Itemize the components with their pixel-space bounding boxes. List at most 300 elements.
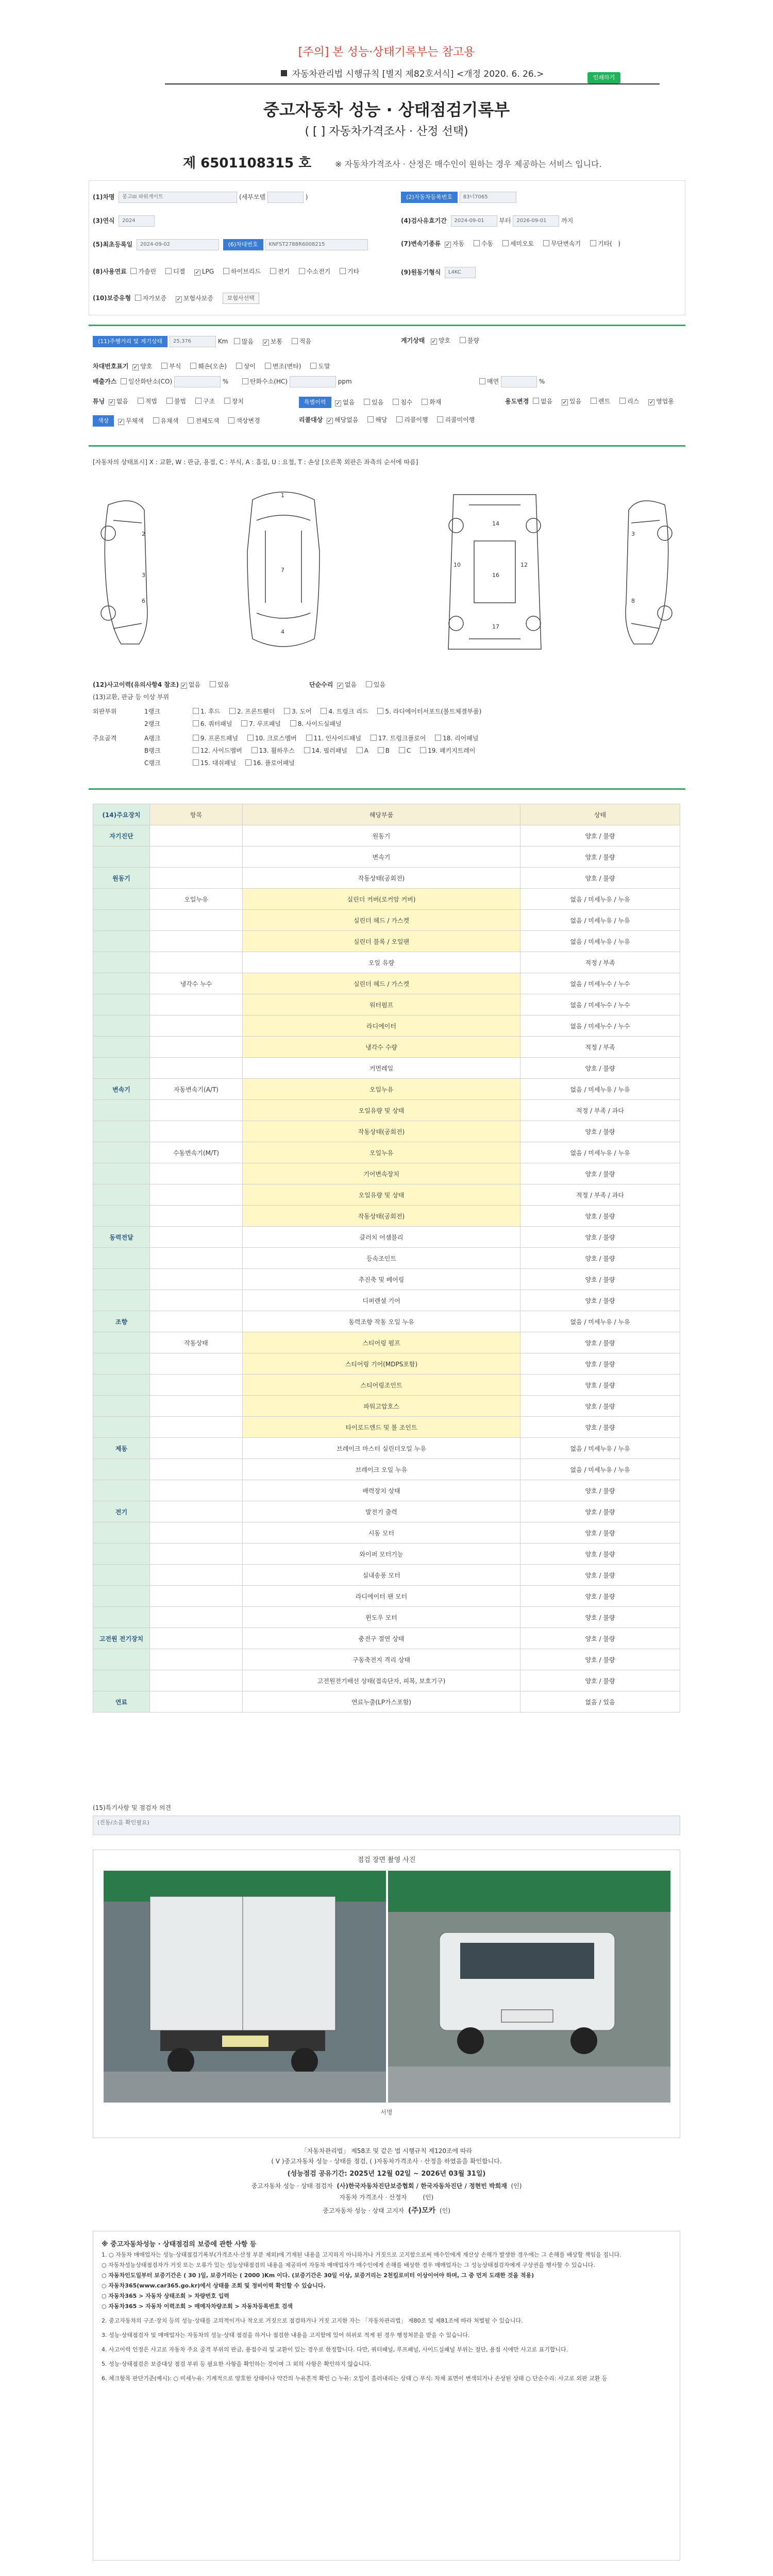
guarantee-guide xyxy=(93,2231,680,2561)
row-state[interactable]: 없음 / 미세누유 / 누유 xyxy=(520,1142,680,1163)
row-subitem xyxy=(150,1121,243,1142)
table-row xyxy=(93,1691,680,1713)
main-frame-label: 주요골격 xyxy=(93,735,117,742)
table-row xyxy=(93,1417,680,1438)
row-part: 구동축전지 격리 상태 xyxy=(243,1649,520,1670)
row-state[interactable]: 양호 / 불량 xyxy=(520,1163,680,1184)
panel-num: 8 xyxy=(631,598,635,604)
fuel-hybrid-checkbox[interactable] xyxy=(223,268,229,274)
table-row xyxy=(93,1480,680,1501)
fuel-lpg-checkbox[interactable] xyxy=(194,269,200,276)
usage-none-checkbox[interactable] xyxy=(533,398,539,404)
table-row xyxy=(93,1121,680,1142)
odometer-label: (11)주행거리 및 계기상태 xyxy=(93,336,167,347)
row-subitem xyxy=(150,1459,243,1480)
panel-num: 16 xyxy=(492,572,499,579)
page-subtitle: ( [ ] 자동차가격조사 · 산정 선택) xyxy=(305,125,468,138)
usage-lease-checkbox[interactable] xyxy=(619,398,626,404)
row-part: 배력장치 상태 xyxy=(243,1480,520,1501)
row-category: 원동기 xyxy=(93,868,150,889)
row-state[interactable]: 적정 / 부족 / 과다 xyxy=(520,1184,680,1206)
front-photo xyxy=(388,1871,670,2103)
trans-auto-checkbox[interactable] xyxy=(445,242,451,248)
row-subitem xyxy=(150,1649,243,1670)
section-divider xyxy=(89,445,685,447)
row-subitem xyxy=(150,1607,243,1628)
car-name-row: (1)차명 봉고III 파워게이트 (세부모델 ) xyxy=(93,192,308,203)
row-category xyxy=(93,1184,150,1206)
odometer-low-checkbox[interactable] xyxy=(292,338,298,344)
row-subitem: 수동변속기(M/T) xyxy=(150,1142,243,1163)
row-part: 작동상태(공회전) xyxy=(243,868,520,889)
trans-manual-checkbox[interactable] xyxy=(474,240,480,246)
co-field[interactable] xyxy=(174,376,221,387)
row-state[interactable]: 양호 / 불량 xyxy=(520,1544,680,1565)
trunk-floor-checkbox[interactable] xyxy=(371,735,377,741)
row-category xyxy=(93,1544,150,1565)
row-part: 충전구 절연 상태 xyxy=(243,1628,520,1649)
smoke-checkbox[interactable] xyxy=(479,378,485,384)
row-state[interactable]: 없음 / 미세누유 / 누유 xyxy=(520,1079,680,1100)
row-subitem xyxy=(150,1269,243,1290)
tuning-device-checkbox[interactable] xyxy=(224,398,230,404)
row-state[interactable]: 양호 / 불량 xyxy=(520,1332,680,1353)
special-history-label: 특별이력 xyxy=(299,397,331,408)
color-full-paint-checkbox[interactable] xyxy=(188,417,194,423)
table-row xyxy=(93,1058,680,1079)
detail-model-field[interactable] xyxy=(267,192,304,203)
row-subitem xyxy=(150,952,243,973)
tuning-none-checkbox[interactable] xyxy=(109,399,115,405)
table-row xyxy=(93,1438,680,1459)
vin-label: (6)차대번호 xyxy=(223,239,263,250)
header-part: 해당부품 xyxy=(243,804,520,825)
row-subitem xyxy=(150,1227,243,1248)
row-state[interactable]: 없음 / 미세누유 / 누유 xyxy=(520,1311,680,1332)
period-to-field[interactable]: 2026-09-01 xyxy=(513,215,559,227)
rear-panel-checkbox[interactable] xyxy=(435,735,441,741)
odometer-high-checkbox[interactable] xyxy=(234,338,240,344)
row-state[interactable]: 양호 / 불량 xyxy=(520,1501,680,1522)
row-part: 추진축 및 베어링 xyxy=(243,1269,520,1290)
row-state[interactable]: 양호 / 불량 xyxy=(520,1121,680,1142)
car-name-field[interactable]: 봉고III 파워게이트 xyxy=(119,192,237,203)
color-row: 색상 ✓ 무채색 유채색 전체도색 색상변경 xyxy=(93,415,260,427)
panel-num: 7 xyxy=(281,567,284,573)
co-checkbox[interactable] xyxy=(121,378,127,384)
row-state[interactable]: 없음 / 미세누수 / 누수 xyxy=(520,973,680,994)
inside-panel-checkbox[interactable] xyxy=(306,735,312,741)
emission-row: 배출가스 일산화탄소(CO) % 탄화수소(HC) ppm xyxy=(93,376,352,387)
trans-cvt-checkbox[interactable] xyxy=(543,240,549,246)
table-row xyxy=(93,1037,680,1058)
table-row xyxy=(93,952,680,973)
tuning-structure-checkbox[interactable] xyxy=(195,398,201,404)
vin-altered-checkbox[interactable] xyxy=(265,363,271,369)
main-rankA-row: A랭크 9. 프론트패널 10. 크로스멤버 11. 인사이드패널 17. 트렁크플로어 18. 리어패널 xyxy=(144,735,479,742)
row-category xyxy=(93,1269,150,1290)
table-row xyxy=(93,973,680,994)
row-category xyxy=(93,1353,150,1375)
row-state[interactable]: 없음 / 미세누유 / 누유 xyxy=(520,1438,680,1459)
fuel-other-checkbox[interactable] xyxy=(340,268,346,274)
row-state[interactable]: 없음 / 미세누유 / 누유 xyxy=(520,1459,680,1480)
row-subitem xyxy=(150,1586,243,1607)
row-subitem xyxy=(150,1670,243,1691)
table-row xyxy=(93,1628,680,1649)
vin-good-checkbox[interactable] xyxy=(132,364,139,370)
pillar-a-checkbox[interactable] xyxy=(357,747,363,753)
row-subitem xyxy=(150,1396,243,1417)
row-subitem xyxy=(150,1015,243,1037)
row-state[interactable]: 양호 / 불량 xyxy=(520,1058,680,1079)
row-state[interactable]: 양호 / 불량 xyxy=(520,1206,680,1227)
row-category xyxy=(93,1670,150,1691)
share-period: (성능점검 공유기간: 2025년 12월 02일 ~ 2026년 03월 31일) xyxy=(287,2170,486,2178)
table-row xyxy=(93,825,680,846)
color-chromatic-checkbox[interactable] xyxy=(153,417,159,423)
photos-title: 점검 장면 촬영 사진 xyxy=(357,1856,416,1864)
row-state[interactable]: 양호 / 불량 xyxy=(520,825,680,846)
side-member-checkbox[interactable] xyxy=(193,747,199,753)
row-subitem xyxy=(150,1058,243,1079)
rear-photo xyxy=(104,1871,386,2103)
vin-field[interactable]: KNFST2788R6008215 xyxy=(265,239,368,250)
first-reg-row: (5)최초등록일 2024-09-02 (6)차대번호 KNFST2788R6008215 xyxy=(93,239,368,250)
panel-num: 10 xyxy=(453,562,461,568)
panel-num: 12 xyxy=(520,562,528,568)
panel-num: 3 xyxy=(631,531,635,537)
row-part: 변속기 xyxy=(243,846,520,868)
row-state[interactable]: 적정 / 부족 xyxy=(520,952,680,973)
vin-damage-checkbox[interactable] xyxy=(190,363,196,369)
fuel-gasoline-checkbox[interactable] xyxy=(130,268,137,274)
table-row xyxy=(93,1142,680,1163)
row-part: 동력조향 작동 오일 누유 xyxy=(243,1311,520,1332)
table-row xyxy=(93,1375,680,1396)
vin-corrosion-checkbox[interactable] xyxy=(161,363,167,369)
floor-panel-checkbox[interactable] xyxy=(245,759,251,766)
row-subitem xyxy=(150,910,243,931)
row-subitem xyxy=(150,1565,243,1586)
row-subitem xyxy=(150,1480,243,1501)
signature-label: 서명 xyxy=(380,2109,393,2116)
row-part: 디퍼렌셜 기어 xyxy=(243,1290,520,1311)
odometer-field[interactable]: 25,376 xyxy=(170,336,216,347)
row-category xyxy=(93,1586,150,1607)
guide-p2: ○ 자동차성능상태점검자가 거짓 또는 오류가 있는 성능상태점검의 내용을 제공하여 자동차 매매업자가 매수인에게 손해를 배상한 경우 매매업자는 그 성능상태점검자에게 구상권을 행사할 수 있습니다. xyxy=(102,2262,595,2268)
row-subitem xyxy=(150,1311,243,1332)
row-category xyxy=(93,973,150,994)
row-state[interactable]: 양호 / 불량 xyxy=(520,1649,680,1670)
recall-row: 리콜대상 ✓ 해당없음 해당 리콜이행 리콜미이행 xyxy=(299,415,475,424)
row-part: 브레이크 마스터 실린더오일 누유 xyxy=(243,1438,520,1459)
table-row xyxy=(93,1079,680,1100)
recall-na-checkbox[interactable] xyxy=(327,418,333,424)
special-none-checkbox[interactable] xyxy=(335,400,341,406)
law-reference: 자동차관리법 시행규칙 [별지 제82호서식] <개정 2020. 6. 26.> xyxy=(165,66,660,84)
engine-field[interactable]: L4KC xyxy=(445,267,476,278)
repair-none-checkbox[interactable] xyxy=(337,683,343,689)
outer-panel-label: 외판부위 xyxy=(93,708,117,715)
pillar-panel-checkbox[interactable] xyxy=(304,747,310,753)
row-state[interactable]: 양호 / 불량 xyxy=(520,1522,680,1544)
guide-p4: ○ 자동차365(www.car365.go.kr)에서 상태를 조회 및 정비이력 확인할 수 있습니다. xyxy=(102,2282,326,2289)
accident-history-row: (12)사고이력(유의사항4 참조) ✓ 없음 있음 xyxy=(93,680,229,689)
row-state[interactable]: 양호 / 불량 xyxy=(520,1417,680,1438)
row-state[interactable]: 양호 / 불량 xyxy=(520,1480,680,1501)
row-subitem xyxy=(150,1248,243,1269)
square-bullet-icon xyxy=(281,70,287,76)
row-part: 클러치 어셈블리 xyxy=(243,1227,520,1248)
table-row xyxy=(93,1015,680,1037)
row-subitem xyxy=(150,1544,243,1565)
row-part: 스티어링 기어(MDPS포함) xyxy=(243,1353,520,1375)
row-state[interactable]: 적정 / 부족 / 과다 xyxy=(520,1100,680,1121)
row-state[interactable]: 양호 / 불량 xyxy=(520,1586,680,1607)
repair-yes-checkbox[interactable] xyxy=(366,681,372,687)
inspection-table xyxy=(93,804,680,1713)
row-state[interactable]: 없음 / 미세누유 / 누유 xyxy=(520,910,680,931)
vin-state-row: 차대번호표기 ✓ 양호 부식 훼손(오손) 상이 변조(변타) 도말 xyxy=(93,362,330,370)
pillar-c-checkbox[interactable] xyxy=(399,747,405,753)
pillar-b-checkbox[interactable] xyxy=(378,747,384,753)
fuel-hydrogen-checkbox[interactable] xyxy=(299,268,305,274)
row-state[interactable]: 양호 / 불량 xyxy=(520,1396,680,1417)
row-state[interactable]: 없음 / 미세누수 / 누수 xyxy=(520,994,680,1015)
row-state[interactable]: 없음 / 있음 xyxy=(520,1691,680,1713)
row-part: 오일유량 및 상태 xyxy=(243,1184,520,1206)
row-part: 워터펌프 xyxy=(243,994,520,1015)
row-category: 제동 xyxy=(93,1438,150,1459)
cross-member-checkbox[interactable] xyxy=(247,735,254,741)
dash-panel-checkbox[interactable] xyxy=(193,759,199,766)
row-category xyxy=(93,1121,150,1142)
table-row xyxy=(93,1501,680,1522)
table-row xyxy=(93,1248,680,1269)
fuel-diesel-checkbox[interactable] xyxy=(165,268,172,274)
row-part: 실린더 블록 / 오일팬 xyxy=(243,931,520,952)
table-row xyxy=(93,994,680,1015)
row-subitem xyxy=(150,1628,243,1649)
front-panel-checkbox[interactable] xyxy=(193,735,199,741)
table-row xyxy=(93,931,680,952)
row-state[interactable]: 양호 / 불량 xyxy=(520,1565,680,1586)
row-subitem: 오일누유 xyxy=(150,889,243,910)
row-state[interactable]: 양호 / 불량 xyxy=(520,1269,680,1290)
row-category xyxy=(93,1100,150,1121)
special-flood-checkbox[interactable] xyxy=(393,399,399,405)
row-category xyxy=(93,1565,150,1586)
period-row: (4)검사유효기간 2024-09-01 부터 2026-09-01 까지 xyxy=(401,215,573,227)
row-subitem xyxy=(150,1163,243,1184)
row-part: 오일유량 및 상태 xyxy=(243,1100,520,1121)
row-category xyxy=(93,1058,150,1079)
row-category: 조향 xyxy=(93,1311,150,1332)
row-subitem: 자동변속기(A/T) xyxy=(150,1079,243,1100)
row-part: 실린더 헤드 / 가스켓 xyxy=(243,910,520,931)
table-row xyxy=(93,1607,680,1628)
period-from-field[interactable]: 2024-09-01 xyxy=(451,215,497,227)
special-fire-checkbox[interactable] xyxy=(422,399,428,405)
row-subitem xyxy=(150,1375,243,1396)
row-category xyxy=(93,952,150,973)
special-history-row: 특별이력 ✓ 없음 있음 침수 화재 xyxy=(299,397,441,408)
smoke-field[interactable] xyxy=(501,376,537,387)
guide-p11: 6. 체크항목 판단기준(예시): ○ 미세누유: 기계적으로 양호한 상태이나 약간의 누유흔적 확인 ○ 누유: 오일이 흘러내리는 상태 ○ 부식: 차체 표면이 변색되거나 손상된 상태 ○ 단순수리: 사고로 외판 교환 등 xyxy=(102,2375,608,2382)
first-reg-field[interactable]: 2024-09-02 xyxy=(137,239,219,250)
trans-other-checkbox[interactable] xyxy=(590,240,596,246)
table-row xyxy=(93,1311,680,1332)
warranty-insurance-checkbox[interactable] xyxy=(176,296,182,302)
trans-semi-checkbox[interactable] xyxy=(502,240,509,246)
wheel-house-checkbox[interactable] xyxy=(251,747,258,753)
odometer-row: (11)주행거리 및 계기상태 25,376 Km 많음 ✓ 보통 적음 xyxy=(93,336,311,347)
vin-painted-checkbox[interactable] xyxy=(310,363,316,369)
guide-p6: ○ 자동차365 > 자동차 이력조회 > 매매자차량조회 > 자동차등록번호 검색 xyxy=(102,2303,293,2310)
hc-checkbox[interactable] xyxy=(242,378,248,384)
row-part: 스티어링 펌프 xyxy=(243,1332,520,1353)
row-state[interactable]: 양호 / 불량 xyxy=(520,1607,680,1628)
row-state[interactable]: 양호 / 불량 xyxy=(520,1375,680,1396)
usage-change-row: 용도변경 없음 ✓ 있음 렌트 리스 ✓ 영업용 xyxy=(505,397,674,405)
row-part: 스티어링조인트 xyxy=(243,1375,520,1396)
document-number: 제 6501108315 호 xyxy=(183,156,312,171)
usage-business-checkbox[interactable] xyxy=(648,399,654,405)
recall-yes-checkbox[interactable] xyxy=(367,416,374,422)
row-subitem: 작동상태 xyxy=(150,1332,243,1353)
row-category xyxy=(93,1396,150,1417)
panel-num: 1 xyxy=(281,492,284,499)
table-row xyxy=(93,1670,680,1691)
special-yes-checkbox[interactable] xyxy=(364,399,370,405)
print-button[interactable]: 인쇄하기 xyxy=(587,72,620,83)
table-row xyxy=(93,1649,680,1670)
recall-done-checkbox[interactable] xyxy=(396,416,402,422)
recall-notdone-checkbox[interactable] xyxy=(437,416,443,422)
row-category xyxy=(93,846,150,868)
color-label: 색상 xyxy=(93,415,114,427)
table-row xyxy=(93,1544,680,1565)
row-state[interactable]: 없음 / 미세누유 / 누유 xyxy=(520,931,680,952)
hc-field[interactable] xyxy=(290,376,336,387)
row-state[interactable]: 양호 / 불량 xyxy=(520,846,680,868)
tuning-illegal-checkbox[interactable] xyxy=(166,398,173,404)
row-state[interactable]: 적정 / 부족 xyxy=(520,1037,680,1058)
year-field[interactable]: 2024 xyxy=(119,215,155,227)
row-part: 라디에이터 xyxy=(243,1015,520,1037)
row-category xyxy=(93,1163,150,1184)
row-category xyxy=(93,1375,150,1396)
reg-no-row xyxy=(401,192,516,203)
table-row xyxy=(93,889,680,910)
usage-rent-checkbox[interactable] xyxy=(591,398,597,404)
inspector-row: 중고자동차 성능 · 상태 점검자 (사)한국자동차진단보증협회 / 한국자동차진단 / 정현빈 박희재 (인) xyxy=(251,2182,522,2190)
outer-rank2-row: 2랭크 6. 쿼터패널 7. 루프패널 8. 사이드실패널 xyxy=(144,720,342,727)
row-state[interactable]: 없음 / 미세누수 / 누수 xyxy=(520,1015,680,1037)
gauge-good-checkbox[interactable] xyxy=(431,338,437,345)
row-state[interactable]: 양호 / 불량 xyxy=(520,1353,680,1375)
row-category xyxy=(93,1480,150,1501)
vin-diff-checkbox[interactable] xyxy=(236,363,242,369)
color-achromatic-checkbox[interactable] xyxy=(118,419,124,425)
row-part: 브레이크 오일 누유 xyxy=(243,1459,520,1480)
abnormal-parts-heading: (13)교환, 판금 등 이상 부위 xyxy=(93,693,170,701)
outer-rank1-row: 1랭크 1. 후드 2. 프론트휀더 3. 도어 4. 트렁크 리드 5. 라디에이터서포트(볼트체결부품) xyxy=(144,708,482,715)
side-sill-checkbox[interactable] xyxy=(290,720,296,726)
panel-num: 4 xyxy=(281,629,284,635)
row-subitem xyxy=(150,1691,243,1713)
warranty-self-checkbox[interactable] xyxy=(135,295,141,301)
hood-checkbox[interactable] xyxy=(193,708,199,714)
reg-no-field[interactable]: 83너7065 xyxy=(460,192,516,203)
remarks-field[interactable]: (진동/소음 확인필요) xyxy=(93,1816,680,1835)
gauge-bad-checkbox[interactable] xyxy=(460,337,466,343)
row-category xyxy=(93,1015,150,1037)
table-row xyxy=(93,1163,680,1184)
guide-p10: 5. 성능·상태점검은 보증대상 점검 부위 등 필요한 사항을 확인하는 것이며 그 외의 사항은 확인하지 않습니다. xyxy=(102,2361,372,2367)
table-row xyxy=(93,1100,680,1121)
row-category xyxy=(93,1332,150,1353)
door-checkbox[interactable] xyxy=(284,708,290,714)
row-state[interactable]: 양호 / 불량 xyxy=(520,1227,680,1248)
insurer-select-button[interactable]: 보험사선택 xyxy=(223,293,259,304)
guide-p1: 1. ○ 자동차 매매업자는 성능·상태점검기록부(가격조사·산정 부분 제외)에 기재된 내용을 고지하지 아니하거나 거짓으로 고지함으로써 매수인에게 재산상 손해가 발생한 경우에는 그 손해를 배상할 책임을 집니다. xyxy=(102,2251,621,2258)
odometer-normal-checkbox[interactable] xyxy=(263,340,269,346)
row-part: 고전원전기배선 상태(접속단자, 피복, 보호기구) xyxy=(243,1670,520,1691)
row-part: 기어변속장치 xyxy=(243,1163,520,1184)
roof-panel-checkbox[interactable] xyxy=(241,720,247,726)
row-subitem xyxy=(150,1438,243,1459)
panel-num: 14 xyxy=(492,520,499,527)
panel-num: 2 xyxy=(142,531,145,537)
row-part: 냉각수 수량 xyxy=(243,1037,520,1058)
row-state[interactable]: 양호 / 불량 xyxy=(520,868,680,889)
row-state[interactable]: 없음 / 미세누유 / 누유 xyxy=(520,889,680,910)
tuning-legal-checkbox[interactable] xyxy=(138,398,144,404)
guide-p9: 4. 사고이력 인정은 사고로 자동차 주요 골격 부위의 판금, 용접수리 및 교환이 있는 경우로 한정합니다. 다만, 쿼터패널, 루프패널, 사이드실패널 부위는 절단, 용접 시에만 사고로 표기합니다. xyxy=(102,2346,568,2353)
guide-p3: ○ 자동차인도일부터 보증기간은 ( 30 )일, 보증거리는 ( 2000 )Km 이다. (보증기간은 30일 이상, 보증거리는 2천킬로미터 이상이어야 하며, 그 중 먼저 도래한 것을 적용) xyxy=(102,2272,534,2279)
main-rankC-row: C랭크 15. 대쉬패널 16. 플로어패널 xyxy=(144,759,295,767)
table-header xyxy=(93,804,680,825)
row-part: 실내송풍 모터 xyxy=(243,1565,520,1586)
row-category: 전기 xyxy=(93,1501,150,1522)
table-row xyxy=(93,1206,680,1227)
accident-none-checkbox[interactable] xyxy=(181,683,187,689)
fuel-electric-checkbox[interactable] xyxy=(270,268,276,274)
fender-checkbox[interactable] xyxy=(229,708,236,714)
color-change-checkbox[interactable] xyxy=(228,417,234,423)
row-state[interactable]: 양호 / 불량 xyxy=(520,1628,680,1649)
notice-text: [주의] 본 성능·상태기록부는 참고용 xyxy=(298,46,475,59)
gauge-row: 계기상태 ✓ 양호 불량 xyxy=(401,336,479,345)
row-subitem xyxy=(150,1206,243,1227)
usage-yes-checkbox[interactable] xyxy=(562,399,568,405)
package-tray-checkbox[interactable] xyxy=(420,747,426,753)
row-subitem: 냉각수 누수 xyxy=(150,973,243,994)
row-state[interactable]: 양호 / 불량 xyxy=(520,1290,680,1311)
radiator-support-checkbox[interactable] xyxy=(377,708,383,714)
row-state[interactable]: 양호 / 불량 xyxy=(520,1670,680,1691)
table-row xyxy=(93,1227,680,1248)
accident-yes-checkbox[interactable] xyxy=(210,681,216,687)
warranty-row: (10)보증유형 자가보증 ✓ 보험사보증 보험사선택 xyxy=(93,293,259,304)
row-state[interactable]: 양호 / 불량 xyxy=(520,1248,680,1269)
row-category: 연료 xyxy=(93,1691,150,1713)
quarter-panel-checkbox[interactable] xyxy=(193,720,199,726)
trunk-checkbox[interactable] xyxy=(321,708,327,714)
row-category xyxy=(93,889,150,910)
